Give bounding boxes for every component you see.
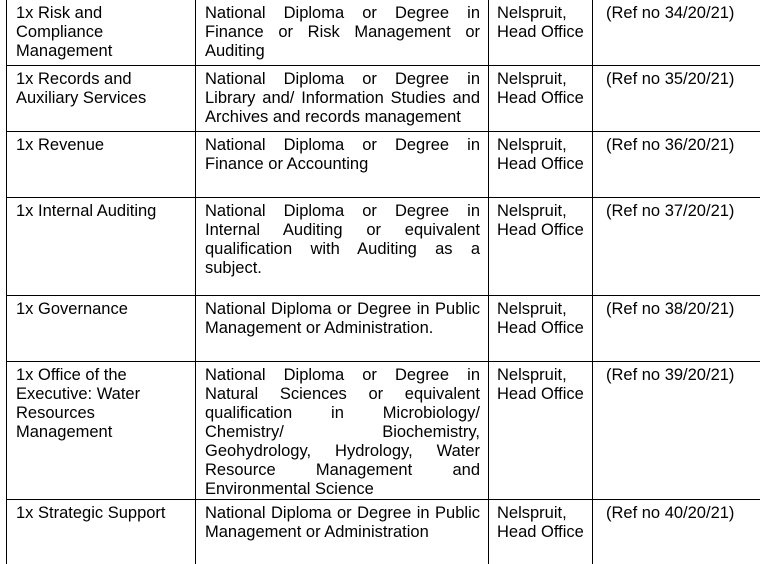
location: Nelspruit, Head Office — [489, 0, 593, 66]
table-row — [7, 132, 760, 198]
location: Nelspruit, Head Office — [489, 296, 593, 362]
positions-table — [6, 0, 760, 564]
reference-number: (Ref no 40/20/21) — [593, 500, 760, 564]
position-title: 1x Records and Auxiliary Services — [7, 66, 196, 132]
reference-number: (Ref no 38/20/21) — [593, 296, 760, 362]
table-row — [7, 296, 760, 362]
qualification: National Diploma or Degree in Finance or Risk Management or Auditing — [196, 0, 489, 66]
table-row — [7, 0, 760, 66]
position-title: 1x Risk and Compliance Management — [7, 0, 196, 66]
table-row — [7, 198, 760, 296]
position-title: 1x Office of the Executive: Water Resources Management — [7, 362, 196, 500]
qualification: National Diploma or Degree in Public Management or Administration. — [196, 296, 489, 362]
table-row — [7, 500, 760, 564]
qualification: National Diploma or Degree in Library and/ Information Studies and Archives and records management — [196, 66, 489, 132]
position-title: 1x Internal Auditing — [7, 198, 196, 296]
reference-number: (Ref no 37/20/21) — [593, 198, 760, 296]
reference-number: (Ref no 35/20/21) — [593, 66, 760, 132]
location: Nelspruit, Head Office — [489, 132, 593, 198]
qualification: National Diploma or Degree in Natural Sciences or equivalent qualification in Microbiology/ Chemistry/ Biochemistry, Geohydrology, Hydrology, Water Resource Management and Environmental Science — [196, 362, 489, 500]
reference-number: (Ref no 39/20/21) — [593, 362, 760, 500]
qualification: National Diploma or Degree in Public Management or Administration — [196, 500, 489, 564]
location: Nelspruit, Head Office — [489, 362, 593, 500]
qualification: National Diploma or Degree in Finance or Accounting — [196, 132, 489, 198]
position-title: 1x Revenue — [7, 132, 196, 198]
position-title: 1x Governance — [7, 296, 196, 362]
position-title: 1x Strategic Support — [7, 500, 196, 564]
reference-number: (Ref no 34/20/21) — [593, 0, 760, 66]
location: Nelspruit, Head Office — [489, 500, 593, 564]
table-row — [7, 66, 760, 132]
qualification: National Diploma or Degree in Internal Auditing or equivalent qualification with Auditing as a subject. — [196, 198, 489, 296]
reference-number: (Ref no 36/20/21) — [593, 132, 760, 198]
location: Nelspruit, Head Office — [489, 66, 593, 132]
table-row — [7, 362, 760, 500]
location: Nelspruit, Head Office — [489, 198, 593, 296]
